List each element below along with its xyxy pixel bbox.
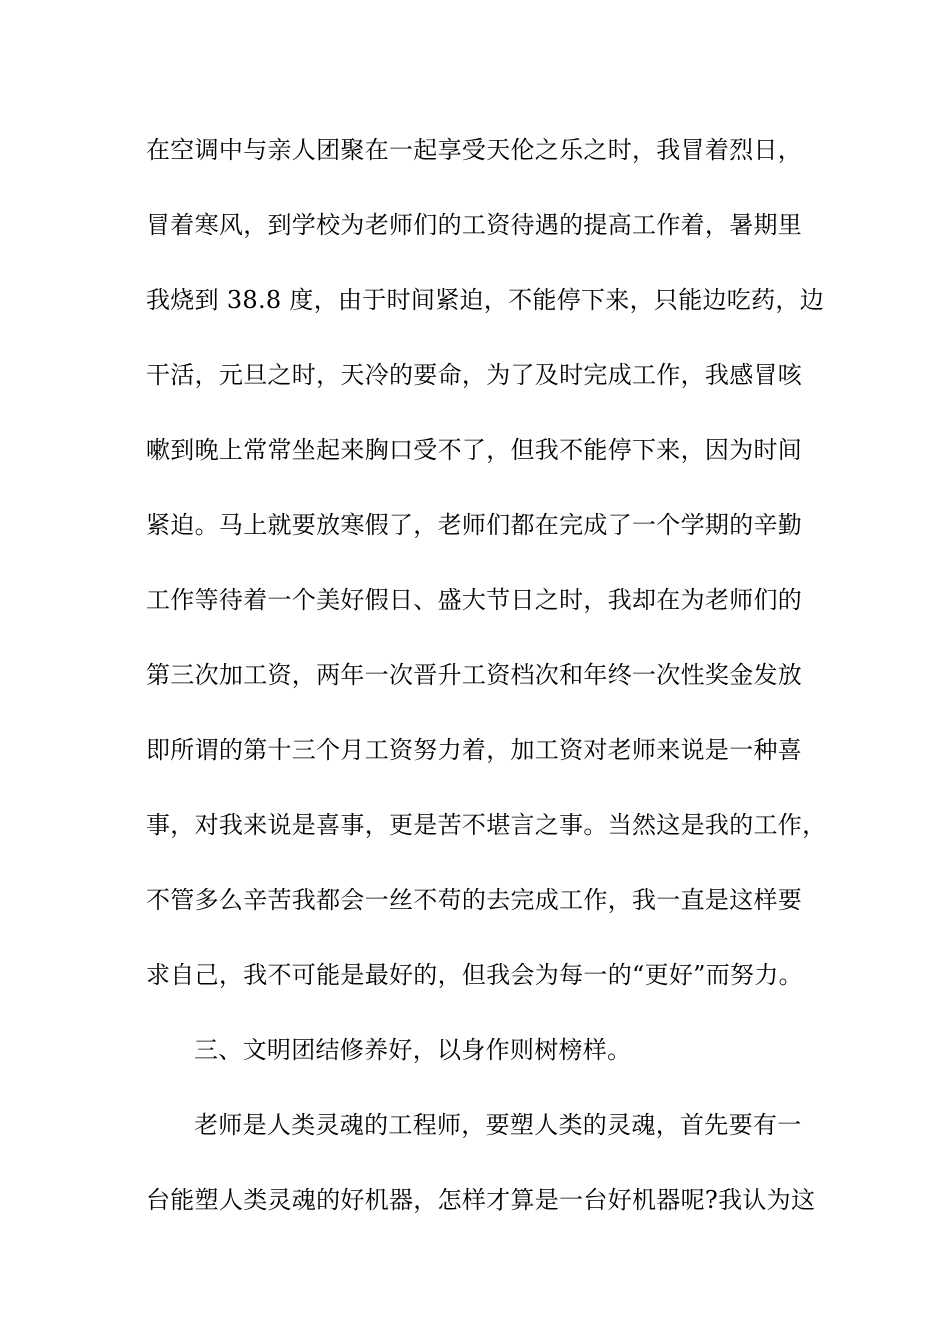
- text-line: 台能塑人类灵魂的好机器，怎样才算是一台好机器呢?我认为这: [146, 1186, 816, 1214]
- text-line: 干活，元旦之时，天冷的要命，为了及时完成工作，我感冒咳: [146, 361, 803, 389]
- text-line: 不管多么辛苦我都会一丝不苟的去完成工作，我一直是这样要: [146, 886, 803, 914]
- text-line: 我烧到 38.8 度，由于时间紧迫，不能停下来，只能边吃药，边: [146, 286, 824, 314]
- text-line: 老师是人类灵魂的工程师，要塑人类的灵魂，首先要有一: [194, 1111, 802, 1139]
- text-line: 第三次加工资，两年一次晋升工资档次和年终一次性奖金发放: [146, 661, 803, 689]
- text-line: 在空调中与亲人团聚在一起享受天伦之乐之时，我冒着烈日，: [146, 136, 803, 164]
- section-heading: 三、文明团结修养好，以身作则树榜样。: [194, 1036, 632, 1064]
- text-line: 求自己，我不可能是最好的，但我会为每一的“更好”而努力。: [146, 961, 803, 989]
- text-line: 紧迫。马上就要放寒假了，老师们都在完成了一个学期的辛勤: [146, 511, 803, 539]
- text-line: 冒着寒风，到学校为老师们的工资待遇的提高工作着，暑期里: [146, 211, 803, 239]
- text-line: 即所谓的第十三个月工资努力着，加工资对老师来说是一种喜: [146, 736, 803, 764]
- text-line: 工作等待着一个美好假日、盛大节日之时，我却在为老师们的: [146, 586, 803, 614]
- text-line: 事，对我来说是喜事，更是苦不堪言之事。当然这是我的工作，: [146, 811, 827, 839]
- text-line: 嗽到晚上常常坐起来胸口受不了，但我不能停下来，因为时间: [146, 436, 803, 464]
